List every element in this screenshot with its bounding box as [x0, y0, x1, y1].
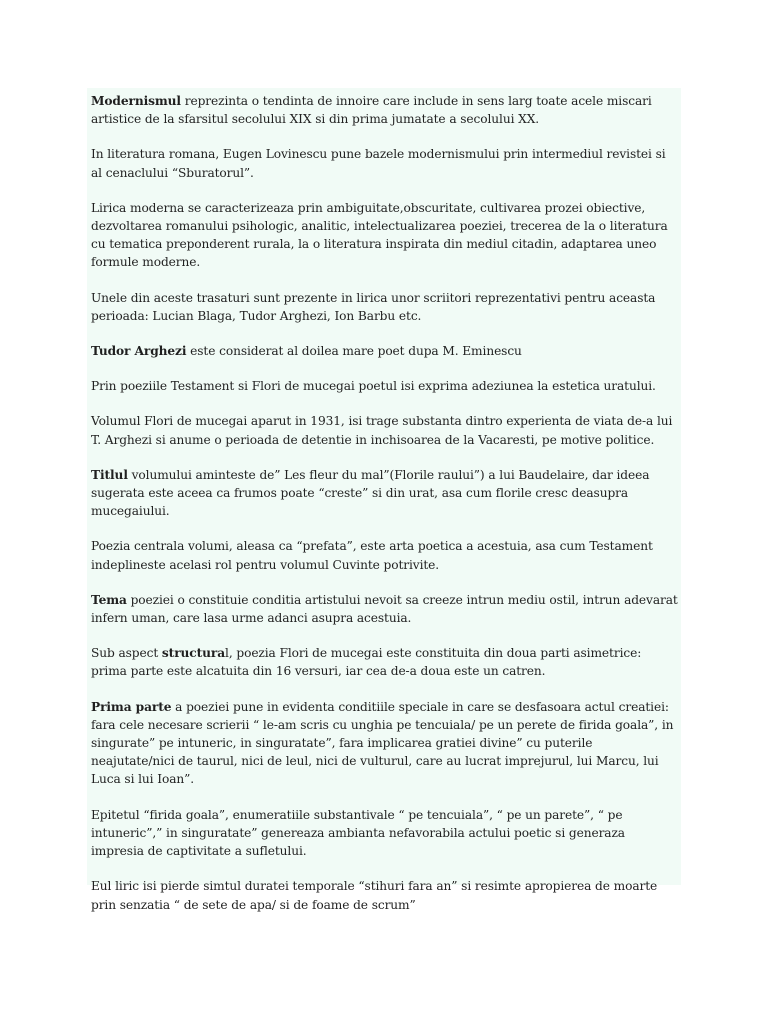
paragraph-poezii	[91, 377, 678, 395]
paragraph-text: volumului aminteste de” Les fleur du mal”(Florile raului”) a lui Baudelaire, dar ideea sugerata este aceea ca frumos poate “creste” si din urat, asa cum florile cresc deasupra mucegaiului.	[91, 467, 650, 519]
paragraph-structura	[91, 644, 678, 680]
paragraph-eul-liric	[91, 877, 678, 913]
paragraph-text: este considerat al doilea mare poet dupa M. Eminescu	[186, 344, 522, 359]
bold-term: Modernismul	[91, 94, 181, 108]
bold-term: Tema	[91, 592, 127, 607]
paragraph-text: a poeziei pune in evidenta conditiile speciale in care se desfasoara actul creatiei: fara cele necesare scrierii “ le-am scris cu unghia pe tencuiala/ pe un perete de firida goala”, in singurate” pe intuneric, in singuratate”, fara implicarea gratiei divine” cu puterile neajutate/nici de taurul, nici de leul, nici de vulturul, care au lucrat imprejurul, lui Marcu, lui Luca si lui Ioan”.	[91, 699, 674, 787]
paragraph-text: Epitetul “firida goala”, enumeratiile substantivale “ pe tencuiala”, “ pe un parete”, “ pe intuneric”,” in singuratate” genereaza ambianta nefavorabila actului poetic si generaza impresia de captivitate a sufletului.	[91, 807, 625, 859]
paragraph-text: poeziei o constituie conditia artistului nevoit sa creeze intrun mediu ostil, intrun adevarat infern uman, care lasa urme adanci asupra acestuia.	[91, 592, 678, 626]
paragraph-text: Sub aspect	[91, 646, 162, 661]
paragraph-tema	[91, 591, 678, 627]
paragraph-prima-parte	[91, 698, 678, 789]
paragraph-volumul	[91, 412, 678, 448]
paragraph-modernismul	[91, 92, 678, 128]
paragraph-text: Eul liric isi pierde simtul duratei temporale “stihuri fara an” si resimte apropierea de moarte prin senzatia “ de sete de apa/ si de foame de scrum”	[91, 879, 658, 912]
paragraph-text: Poezia centrala volumi, aleasa ca “prefata”, este arta poetica a acestuia, asa cum Testament indeplineste acelasi rol pentru volumul Cuvinte potrivite.	[91, 539, 653, 572]
paragraph-tudor-arghezi	[91, 342, 678, 360]
paragraph-lovinescu	[91, 145, 678, 181]
paragraph-text: reprezinta o tendinta de innoire care include in sens larg toate acele miscari artistice de la sfarsitul secolului XIX si din prima jumatate a secolului XX.	[91, 94, 652, 127]
paragraph-poezia-centrala	[91, 537, 678, 573]
bold-term: Tudor Arghezi	[91, 344, 187, 359]
paragraph-text: Prin poeziile Testament si Flori de mucegai poetul isi exprima adeziunea la estetica uratului.	[91, 379, 656, 394]
paragraph-text: l, poezia Flori de mucegai este constituita din doua parti asimetrice: prima parte este alcatuita din 16 versuri, iar cea de-a doua este un catren.	[91, 646, 642, 679]
paragraph-lirica-moderna	[91, 199, 678, 272]
document-text-block	[87, 88, 681, 912]
paragraph-text: Volumul Flori de mucegai aparut in 1931, isi trage substanta dintro experienta de viata de-a lui T. Arghezi si anume o perioada de detentie in inchisoarea de la Vacaresti, pe motive politice.	[91, 414, 673, 447]
bold-term: structura	[161, 646, 226, 661]
bold-term: Prima parte	[91, 699, 172, 714]
paragraph-epitetul	[91, 806, 678, 861]
paragraph-text: In literatura romana, Eugen Lovinescu pune bazele modernismului prin intermediul revistei si al cenaclului “Sburatorul”.	[91, 147, 666, 180]
paragraph-scriitori	[91, 289, 678, 325]
paragraph-text: Unele din aceste trasaturi sunt prezente in lirica unor scriitori reprezentativi pentru aceasta perioada: Lucian Blaga, Tudor Arghezi, Ion Barbu etc.	[91, 290, 656, 323]
paragraph-text: Lirica moderna se caracterizeaza prin ambiguitate,obscuritate, cultivarea prozei obiective, dezvoltarea romanului psihologic, analitic, intelectualizarea poeziei, trecerea de la o literatura cu tematica preponderent rurala, la o literatura inspirata din mediul citadin, adaptarea uneo formule moderne.	[91, 200, 668, 270]
bold-term: Titlul	[91, 467, 128, 482]
paragraph-titlul	[91, 466, 678, 521]
